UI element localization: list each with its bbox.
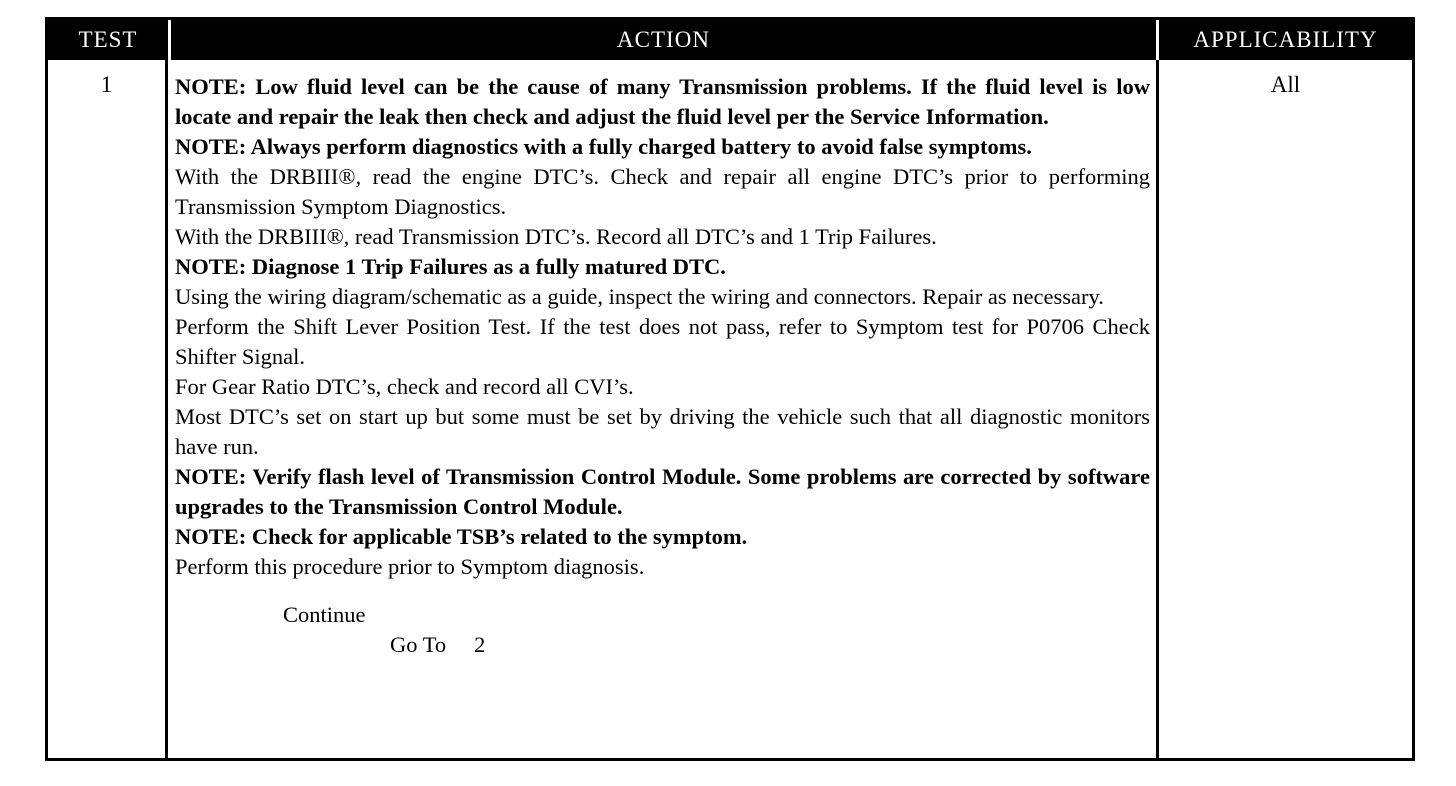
action-text: Perform this procedure prior to Symptom diagnosis. bbox=[175, 554, 645, 579]
goto-link[interactable] bbox=[175, 630, 1150, 660]
header-applicability: APPLICABILITY bbox=[1159, 20, 1412, 60]
action-note: NOTE: Always perform diagnostics with a fully charged battery to avoid false symptoms. bbox=[175, 134, 1032, 159]
action-note: NOTE: Low fluid level can be the cause of many Transmission problems. If the fluid level is low locate and repair the leak then check and adjust the fluid level per the Service Information. bbox=[175, 74, 1150, 129]
action-text: Using the wiring diagram/schematic as a guide, inspect the wiring and connectors. Repair as necessary. bbox=[175, 284, 1104, 309]
action-note: NOTE: Diagnose 1 Trip Failures as a fully matured DTC. bbox=[175, 254, 726, 279]
action-note: NOTE: Check for applicable TSB’s related to the symptom. bbox=[175, 524, 748, 549]
continue-block bbox=[175, 600, 1150, 660]
action-cell bbox=[168, 60, 1159, 758]
action-text: Most DTC’s set on start up but some must be set by driving the vehicle such that all diagnostic monitors have run. bbox=[175, 404, 1150, 459]
action-text: Perform the Shift Lever Position Test. If the test does not pass, refer to Symptom test for P0706 Check Shifter Signal. bbox=[175, 314, 1150, 369]
diagnostic-table bbox=[45, 17, 1415, 761]
continue-label: Continue bbox=[283, 602, 366, 627]
header-test: TEST bbox=[48, 20, 168, 60]
header-action: ACTION bbox=[168, 20, 1159, 60]
goto-target: 2 bbox=[474, 632, 486, 657]
applicability-value: All bbox=[1270, 72, 1301, 97]
action-text: With the DRBIII®, read the engine DTC’s. Check and repair all engine DTC’s prior to performing Transmission Symptom Diagnostics. bbox=[175, 164, 1150, 219]
goto-label: Go To bbox=[390, 632, 447, 657]
action-text: For Gear Ratio DTC’s, check and record all CVI’s. bbox=[175, 374, 634, 399]
test-number: 1 bbox=[48, 60, 168, 758]
action-note: NOTE: Verify flash level of Transmission Control Module. Some problems are corrected by software upgrades to the Transmission Control Module. bbox=[175, 464, 1150, 519]
action-text: With the DRBIII®, read Transmission DTC’s. Record all DTC’s and 1 Trip Failures. bbox=[175, 224, 937, 249]
